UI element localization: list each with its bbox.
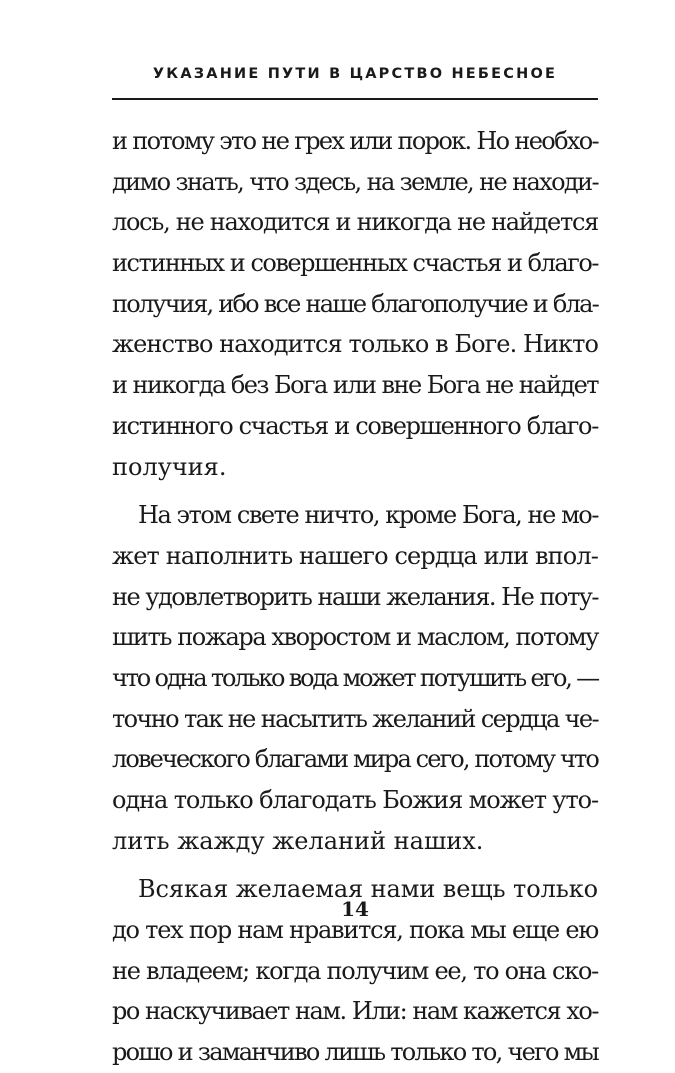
text-line: ро наскучивает нам. Или: нам кажется хо-: [112, 997, 598, 1026]
text-line: шить пожара хворостом и маслом, потому: [112, 623, 599, 652]
text-line: получия, ибо все наше благополучие и бла-: [112, 289, 598, 318]
text-line: до тех пор нам нравится, пока мы еще ею: [112, 916, 598, 945]
text-line: не владеем; когда получим ее, то она ско-: [112, 956, 598, 985]
text-line: лить жажду желаний наших.: [112, 826, 484, 855]
running-head: УКАЗАНИЕ ПУТИ В ЦАРСТВО НЕБЕСНОЕ: [152, 66, 558, 82]
paragraph-gap: [112, 861, 598, 869]
text-line: лось, не находится и никогда не найдется: [112, 208, 598, 237]
text-line: женство находится только в Боге. Никто: [112, 330, 598, 359]
text-line: истинного счастья и совершенного благо-: [112, 411, 598, 440]
text-line: одна только благодать Божия может уто-: [112, 786, 598, 814]
text-line: точно так не насытить желаний сердца че-: [112, 704, 599, 733]
page-number: 14: [341, 897, 369, 921]
text-line: и потому это не грех или порок. Но необхо-: [112, 127, 598, 155]
text-line: и никогда без Бога или вне Бога не найдет: [112, 371, 599, 400]
text-line: получия.: [112, 452, 227, 481]
body-text: [112, 121, 598, 1073]
text-line: не удовлетворить наши желания. Не поту-: [112, 582, 598, 611]
text-line: жет наполнить нашего сердца или впол-: [112, 541, 598, 570]
text-line: что одна только вода может потушить его, —: [112, 663, 598, 692]
text-line: ловеческого благами мира сего, потому что: [112, 745, 598, 774]
text-line: димо знать, что здесь, на земле, не находи-: [112, 167, 598, 196]
text-line: истинных и совершенных счастья и благо-: [112, 249, 598, 278]
text-line: На этом свете ничто, кроме Бога, не мо-: [138, 501, 598, 530]
paragraph-gap: [112, 487, 598, 495]
text-line: рошо и заманчиво лишь только то, чего мы: [112, 1038, 598, 1067]
text-line: Всякая желаемая нами вещь только: [138, 875, 598, 904]
header-rule: [112, 98, 598, 100]
